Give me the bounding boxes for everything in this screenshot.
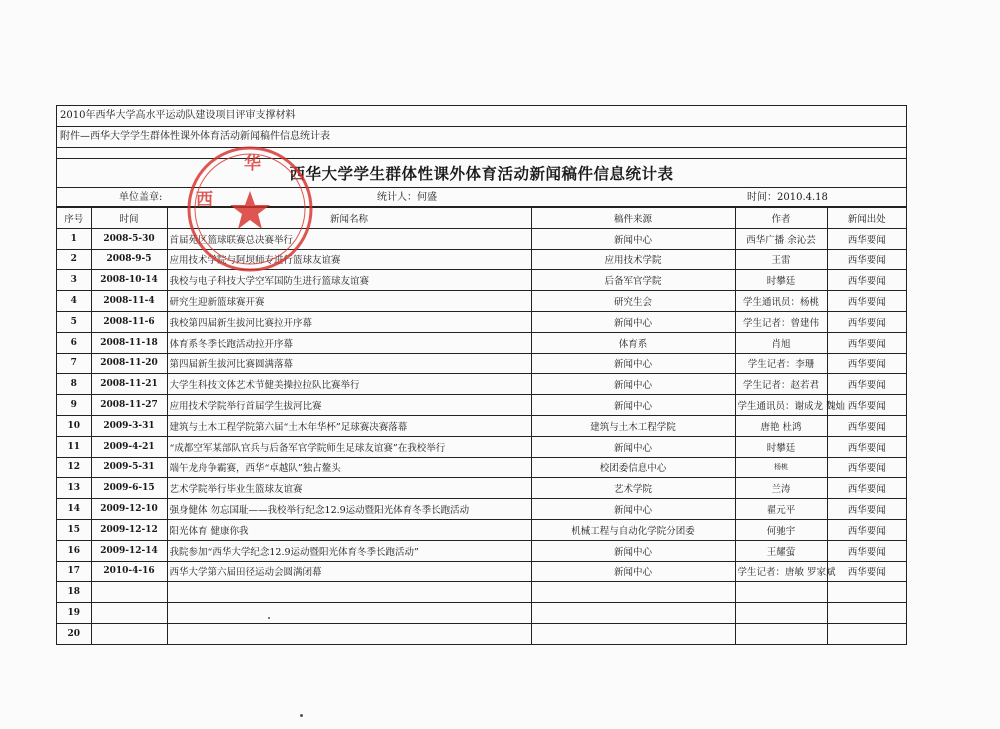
row-outlet: 西华要闻 [827,561,906,582]
row-number: 11 [57,436,91,457]
row-outlet [827,623,906,644]
row-news-title: 艺术学院举行毕业生篮球友谊赛 [167,478,531,499]
spacer-line [57,148,906,159]
row-source: 研究生会 [531,291,735,312]
row-number: 10 [57,415,91,436]
row-source: 机械工程与自动化学院分团委 [531,519,735,540]
row-outlet: 西华要闻 [827,291,906,312]
row-number: 2 [57,249,91,270]
col-header-date: 时间 [91,208,167,229]
row-news-title [167,582,531,603]
row-number: 14 [57,499,91,520]
row-outlet: 西华要闻 [827,374,906,395]
row-date: 2008-11-18 [91,332,167,353]
scan-speck [300,714,303,717]
row-number: 15 [57,519,91,540]
row-date: 2009-5-31 [91,457,167,478]
row-author: 杨桃 [735,457,827,478]
row-date: 2010-4-16 [91,561,167,582]
table-row [57,582,906,603]
col-header-source: 稿件来源 [531,208,735,229]
row-author: 学生记者：曾建伟 [735,311,827,332]
col-header-title: 新闻名称 [167,208,531,229]
row-outlet: 西华要闻 [827,270,906,291]
row-news-title: 西华大学第六届田径运动会圆满闭幕 [167,561,531,582]
table-row [57,332,906,353]
row-date [91,623,167,644]
row-source [531,603,735,624]
row-number: 18 [57,582,91,603]
row-source: 建筑与土木工程学院 [531,415,735,436]
row-news-title: 强身健体 勿忘国耻——我校举行纪念12.9运动暨阳光体育冬季长跑活动 [167,499,531,520]
row-news-title: 应用技术学院举行首届学生拔河比赛 [167,395,531,416]
row-news-title [167,603,531,624]
table-header-row [57,208,906,229]
row-news-title: 大学生科技文体艺术节健美操拉拉队比赛举行 [167,374,531,395]
row-number: 7 [57,353,91,374]
table-row [57,561,906,582]
row-news-title: 应用技术学院与阿坝师专进行篮球友谊赛 [167,249,531,270]
seal-text-left: 西 [196,190,213,210]
row-author: 兰涛 [735,478,827,499]
table-row [57,353,906,374]
row-date [91,603,167,624]
row-author [735,582,827,603]
table-row [57,519,906,540]
row-date [91,582,167,603]
statistics-sheet [56,105,907,645]
row-date: 2008-9-5 [91,249,167,270]
row-source: 新闻中心 [531,395,735,416]
row-date: 2009-12-12 [91,519,167,540]
row-author: 西华广播 余沁芸 [735,228,827,249]
table-row [57,603,906,624]
row-number: 20 [57,623,91,644]
row-outlet: 西华要闻 [827,415,906,436]
row-date: 2008-11-6 [91,311,167,332]
row-number: 19 [57,603,91,624]
row-outlet: 西华要闻 [827,478,906,499]
row-date: 2009-12-10 [91,499,167,520]
row-news-title: “成都空军某部队官兵与后备军官学院师生足球友谊赛”在我校举行 [167,436,531,457]
row-source: 新闻中心 [531,374,735,395]
row-author: 王耀萤 [735,540,827,561]
table-row [57,499,906,520]
row-source: 新闻中心 [531,561,735,582]
row-source: 新闻中心 [531,228,735,249]
row-news-title: 首届苑区篮球联赛总决赛举行 [167,228,531,249]
row-author: 肖旭 [735,332,827,353]
row-date: 2009-12-14 [91,540,167,561]
row-outlet [827,582,906,603]
row-news-title: 建筑与土木工程学院第六届“土木年华杯”足球赛决赛落幕 [167,415,531,436]
row-outlet [827,603,906,624]
row-source: 新闻中心 [531,353,735,374]
row-number: 12 [57,457,91,478]
row-outlet: 西华要闻 [827,499,906,520]
row-news-title [167,623,531,644]
row-source: 新闻中心 [531,436,735,457]
row-news-title: 我校第四届新生拔河比赛拉开序幕 [167,311,531,332]
row-date: 2009-4-21 [91,436,167,457]
row-outlet: 西华要闻 [827,228,906,249]
row-date: 2008-5-30 [91,228,167,249]
row-number: 16 [57,540,91,561]
row-author: 时攀廷 [735,436,827,457]
row-author: 王雷 [735,249,827,270]
table-row [57,395,906,416]
row-number: 3 [57,270,91,291]
row-source: 新闻中心 [531,540,735,561]
row-date: 2008-11-21 [91,374,167,395]
col-header-outlet: 新闻出处 [827,208,906,229]
row-author: 学生记者：唐敏 罗家斌 [735,561,827,582]
table-row [57,291,906,312]
info-row [57,188,906,207]
row-date: 2009-3-31 [91,415,167,436]
row-source: 后备军官学院 [531,270,735,291]
row-source [531,623,735,644]
row-outlet: 西华要闻 [827,332,906,353]
row-date: 2008-10-14 [91,270,167,291]
table-row [57,249,906,270]
row-number: 8 [57,374,91,395]
row-news-title: 研究生迎新篮球赛开赛 [167,291,531,312]
row-number: 6 [57,332,91,353]
row-number: 9 [57,395,91,416]
row-author [735,603,827,624]
row-outlet: 西华要闻 [827,353,906,374]
table-body [57,228,906,644]
table-title: 西华大学学生群体性课外体育活动新闻稿件信息统计表 [57,159,906,188]
table-row [57,457,906,478]
row-news-title: 第四届新生拔河比赛圆满落幕 [167,353,531,374]
row-outlet: 西华要闻 [827,457,906,478]
row-author: 学生记者：李珊 [735,353,827,374]
row-outlet: 西华要闻 [827,519,906,540]
row-news-title: 我院参加“西华大学纪念12.9运动暨阳光体育冬季长跑活动” [167,540,531,561]
row-outlet: 西华要闻 [827,311,906,332]
header-line-2: 附件—西华大学学生群体性课外体育活动新闻稿件信息统计表 [57,127,906,148]
row-date: 2009-6-15 [91,478,167,499]
table-row [57,311,906,332]
unit-stamp-label: 单位盖章: [119,192,163,203]
row-author: 学生通讯员：杨桃 [735,291,827,312]
row-number: 13 [57,478,91,499]
row-author: 学生通讯员：谢成龙 魏灿 [735,395,827,416]
row-source: 新闻中心 [531,311,735,332]
statistician: 统计人：何盛 [377,192,437,203]
table-row [57,478,906,499]
row-outlet: 西华要闻 [827,540,906,561]
row-author: 时攀廷 [735,270,827,291]
table-row [57,228,906,249]
row-number: 5 [57,311,91,332]
row-news-title: 我校与电子科技大学空军国防生进行篮球友谊赛 [167,270,531,291]
table-row [57,623,906,644]
row-author: 学生记者：赵若君 [735,374,827,395]
row-author: 唐艳 杜鸿 [735,415,827,436]
row-author: 翟元平 [735,499,827,520]
seal-text-top: 华 [244,154,261,174]
row-news-title: 阳光体育 健康你我 [167,519,531,540]
row-number: 4 [57,291,91,312]
row-number: 17 [57,561,91,582]
table-row [57,540,906,561]
news-table [57,207,906,644]
row-news-title: 体育系冬季长跑活动拉开序幕 [167,332,531,353]
row-source: 体育系 [531,332,735,353]
report-date: 时间：2010.4.18 [747,192,828,203]
row-outlet: 西华要闻 [827,249,906,270]
table-row [57,436,906,457]
row-outlet: 西华要闻 [827,436,906,457]
col-header-author: 作者 [735,208,827,229]
col-header-no: 序号 [57,208,91,229]
row-date: 2008-11-4 [91,291,167,312]
row-outlet: 西华要闻 [827,395,906,416]
row-author [735,623,827,644]
row-source: 校团委信息中心 [531,457,735,478]
table-row [57,374,906,395]
row-source: 应用技术学院 [531,249,735,270]
row-news-title: 端午龙舟争霸赛，西华“卓越队”独占鳌头 [167,457,531,478]
row-source [531,582,735,603]
header-line-1: 2010年西华大学高水平运动队建设项目评审支撑材料 [57,106,906,127]
table-row [57,415,906,436]
row-number: 1 [57,228,91,249]
table-row [57,270,906,291]
row-source: 艺术学院 [531,478,735,499]
row-author: 何驰宇 [735,519,827,540]
scan-speck [268,617,270,619]
row-date: 2008-11-27 [91,395,167,416]
row-source: 新闻中心 [531,499,735,520]
row-date: 2008-11-20 [91,353,167,374]
